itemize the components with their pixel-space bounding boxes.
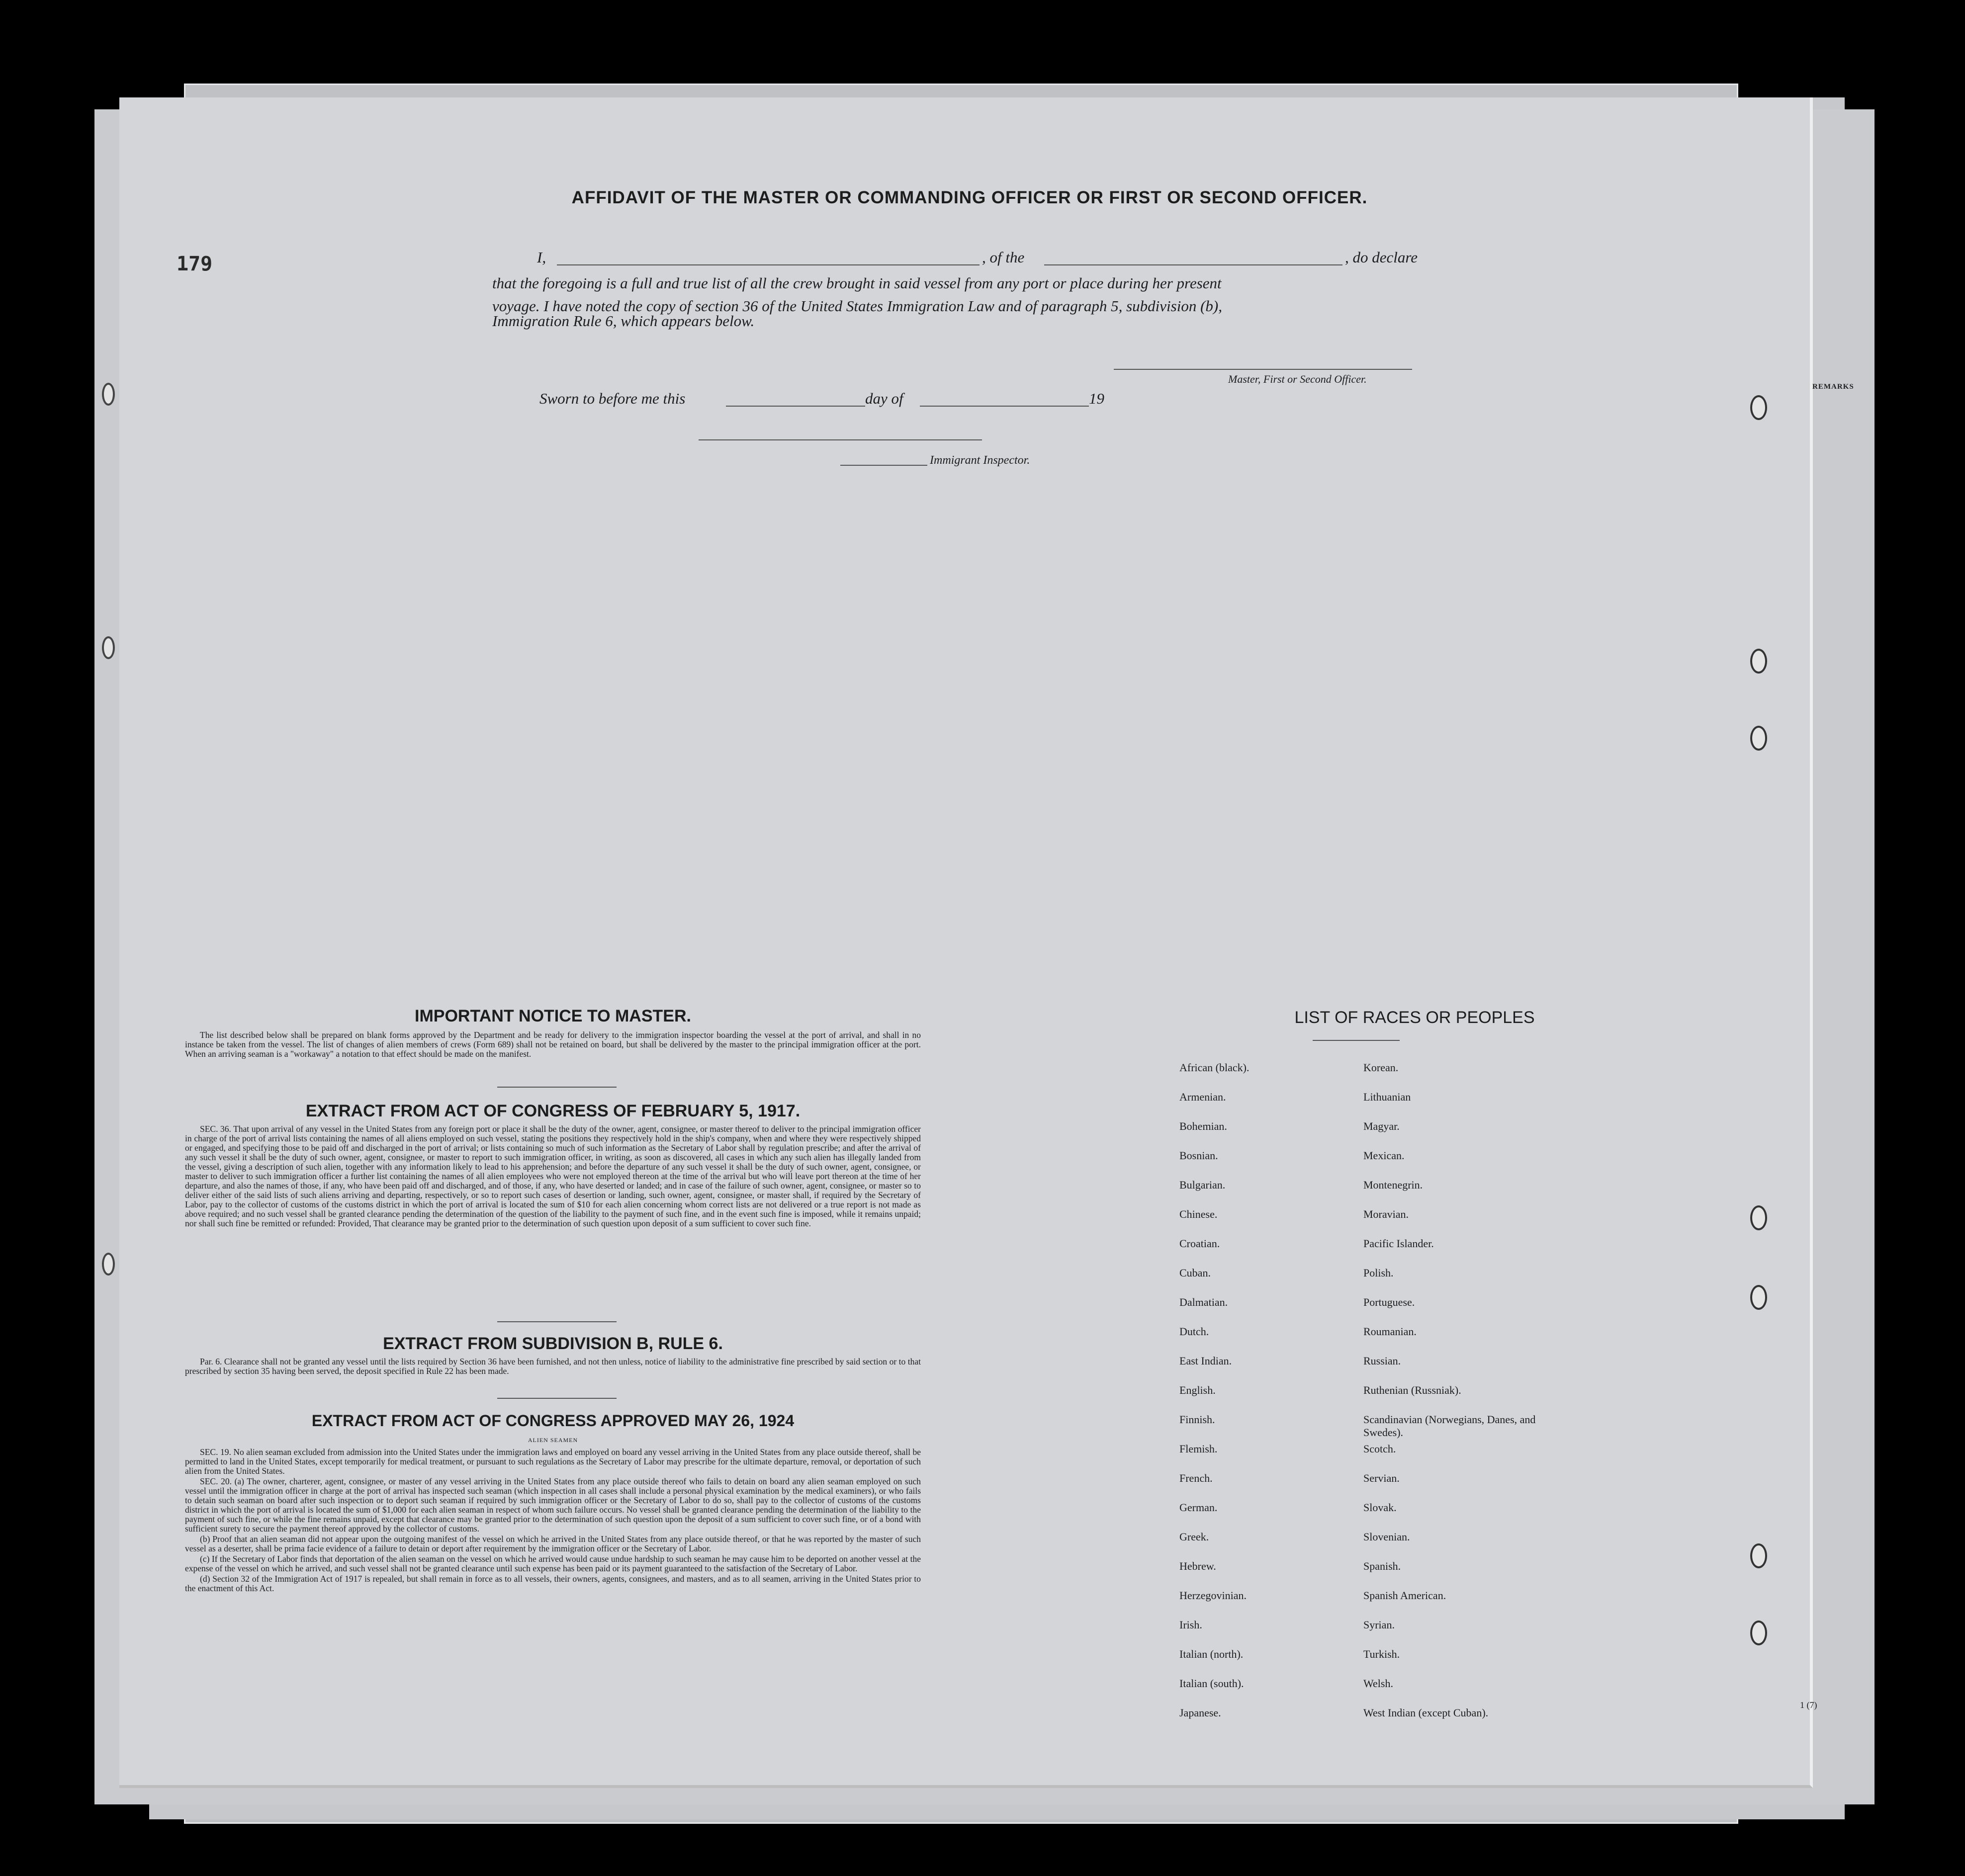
race-item: Spanish. <box>1363 1560 1401 1572</box>
affidavit-line2: that the foregoing is a full and true list of all the crew brought in said vessel from any port or place during her present <box>492 274 1222 292</box>
act1924-body <box>185 1448 921 1594</box>
binder-hole-right-4 <box>1750 1205 1767 1230</box>
form-code: 1 (7) <box>1800 1700 1817 1710</box>
binder-hole-right-6 <box>1750 1543 1767 1568</box>
rule6-title: EXTRACT FROM SUBDIVISION B, RULE 6. <box>383 1334 723 1353</box>
race-item: Roumanian. <box>1363 1325 1417 1338</box>
inspector-signature-line <box>840 465 927 466</box>
race-item: Magyar. <box>1363 1120 1400 1132</box>
race-item: Japanese. <box>1179 1706 1221 1719</box>
sworn-mid: day of <box>865 390 903 407</box>
race-item: Hebrew. <box>1179 1560 1216 1572</box>
act1924-title: EXTRACT FROM ACT OF CONGRESS APPROVED MAY 26, 1924 <box>311 1412 795 1430</box>
race-item: Bohemian. <box>1179 1120 1227 1132</box>
race-item: Lithuanian <box>1363 1091 1411 1103</box>
race-item: Korean. <box>1363 1061 1399 1074</box>
race-item: African (black). <box>1179 1061 1250 1074</box>
signer-label: Master, First or Second Officer. <box>1228 373 1367 385</box>
race-item: Dutch. <box>1179 1325 1209 1338</box>
race-item: Herzegovinian. <box>1179 1589 1247 1602</box>
binder-hole-right-2 <box>1750 649 1767 674</box>
race-item: Welsh. <box>1363 1677 1393 1690</box>
race-item: Russian. <box>1363 1355 1401 1367</box>
affidavit-line3: voyage. I have noted the copy of section 36 of the United States Immigration Law and of paragraph 5, subdivision (b), <box>492 297 1222 315</box>
race-item: Armenian. <box>1179 1091 1226 1103</box>
races-left-column <box>1179 1061 1329 1736</box>
race-item: Finnish. <box>1179 1413 1215 1426</box>
rule6-body <box>185 1357 921 1377</box>
inspector-label: Immigrant Inspector. <box>930 454 1030 467</box>
race-item: Montenegrin. <box>1363 1179 1423 1191</box>
act1924-sec20a: SEC. 20. (a) The owner, charterer, agent, consignee, or master of any vessel arriving in the United States from any place outside thereof who fails to detain on board any alien seaman employed on such vessel until the immigration officer in charge at the port of arrival has inspected such seaman (which inspection in all cases shall include a personal physical examination by the medical examiners), or who fails to detain such seaman on board after such inspection or to deport such seaman if required by such immigration officer or the Secretary of Labor to do so, shall pay to the collector of customs of the customs district in which the port of arrival is located the sum of $1,000 for each alien seaman in respect of whom such failure occurs. No vessel shall be granted clearance pending the determination of the liability to the payment of such fine, or while the fine remains unpaid, except that clearance may be granted prior to the determination of such question upon the deposit of a sum sufficient to cover such fine, or of a bond with sufficient surety to secure the payment thereof approved by the collector of customs. <box>185 1476 921 1534</box>
binder-hole-right-5 <box>1750 1285 1767 1310</box>
race-item: Greek. <box>1179 1531 1209 1543</box>
race-item: Syrian. <box>1363 1619 1395 1631</box>
race-item: Portuguese. <box>1363 1296 1415 1308</box>
race-item: West Indian (except Cuban). <box>1363 1706 1489 1719</box>
act1924-sec20d: (d) Section 32 of the Immigration Act of 1917 is repealed, but shall remain in force as to all vessels, their owners, agents, consignees, and masters, and as to all seamen, arriving in the United States prior to the enactment of this Act. <box>185 1574 921 1593</box>
race-item: Spanish American. <box>1363 1589 1446 1602</box>
binder-hole-right-3 <box>1750 726 1767 751</box>
act1924-sec20b: (b) Proof that an alien seaman did not appear upon the outgoing manifest of the vessel on which he arrived in the United States from any place outside thereof, or that he was reported by the master of such vessel as a deserter, shall be prima facie evidence of a failure to detain or deport after requirement by the immigration officer or the Secretary of Labor. <box>185 1534 921 1553</box>
race-item: Bulgarian. <box>1179 1179 1226 1191</box>
affidavit-title: AFFIDAVIT OF THE MASTER OR COMMANDING OFFICER OR FIRST OR SECOND OFFICER. <box>571 188 1368 207</box>
act1917-title: EXTRACT FROM ACT OF CONGRESS OF FEBRUARY 5, 1917. <box>305 1102 801 1120</box>
name-blank-line <box>557 264 980 265</box>
affidavit-line1-end: , do declare <box>1345 249 1418 266</box>
divider-3 <box>497 1398 617 1399</box>
page-number: 179 <box>177 253 213 275</box>
binder-hole-right-1 <box>1750 395 1767 420</box>
race-item: Italian (south). <box>1179 1677 1244 1690</box>
jurat-rule <box>699 439 982 440</box>
act1924-sec20c: (c) If the Secretary of Labor finds that deportation of the alien seaman on the vessel on which he arrived would cause undue hardship to such seaman he may cause him to be deported on another vessel at the expense of the vessel on which he arrived, and such vessel shall not be granted clearance until such expense has been paid or its payment guaranteed to the satisfaction of the Secretary of Labor. <box>185 1554 921 1573</box>
race-item: Dalmatian. <box>1179 1296 1228 1308</box>
act1917-sec36: SEC. 36. That upon arrival of any vessel in the United States from any foreign port or place it shall be the duty of the owner, agent, consignee, or master thereof to deliver to the principal immigration officer in charge of the port of arrival lists containing the names of all aliens employed on such vessel, stating the positions they respectively hold in the ship's company, when and where they were respectively shipped or engaged, and specifying those to be paid off and discharged in the port of arrival; or lists containing so much of such information as the Secretary of Labor shall by regulation prescribe; and after the arrival of any such vessel it shall be the duty of such owner, agent, consignee, or master to report to such immigration officer, in writing, as soon as discovered, all cases in which any such alien has illegally landed from the vessel, giving a description of such alien, together with any information likely to lead to his apprehension; and before the departure of any such vessel it shall be the duty of such owner, agent, consignee, or master to deliver to such immigration officer a further list containing the names of all alien employees who were not employed thereon at the time of the arrival but who will leave port thereon at the time of her departure, and also the names of those, if any, who have been paid off and discharged, and of those, if any, who have deserted or landed; and in case of the failure of such owner, agent, consignee, or master so to deliver either of the said lists of such aliens arriving and departing, respectively, or so to report such cases of desertion or landing, such owner, agent, consignee, or master shall, if required by the Secretary of Labor, pay to the collector of customs of the customs district in which the port of arrival is located the sum of $10 for each alien concerning whom correct lists are not delivered or a true report is not made as above required; and no such vessel shall be granted clearance pending the determination of the question of the liability to the payment of such fine, and in the event such fine is imposed, while it remains unpaid; nor shall such fine be remitted or refunded: Provided, That clearance may be granted prior to the determination of such question upon deposit of a sum sufficient to cover such fine. <box>185 1124 921 1228</box>
sworn-start: Sworn to before me this <box>539 390 686 407</box>
vessel-blank-line <box>1044 264 1342 265</box>
act1917-body <box>185 1124 921 1229</box>
race-item: Croatian. <box>1179 1237 1220 1250</box>
affidavit-line1-start: I, <box>537 249 546 266</box>
race-item: Slovenian. <box>1363 1531 1410 1543</box>
race-item: Slovak. <box>1363 1501 1397 1514</box>
race-item: German. <box>1179 1501 1218 1514</box>
race-item: Italian (north). <box>1179 1648 1244 1660</box>
race-item: Mexican. <box>1363 1149 1405 1162</box>
binder-hole-left-3 <box>102 1253 115 1276</box>
races-divider <box>1313 1040 1400 1041</box>
race-item: English. <box>1179 1384 1216 1396</box>
rule6-par6: Par. 6. Clearance shall not be granted any vessel until the lists required by Section 36 have been furnished, and not then unless, notice of liability to the administrative fine prescribed by said section or to that prescribed by section 35 having been served, the deposit specified in Rule 22 has been made. <box>185 1357 921 1376</box>
race-item: Servian. <box>1363 1472 1400 1484</box>
sworn-day-line <box>726 406 865 407</box>
race-item: Ruthenian (Russniak). <box>1363 1384 1461 1396</box>
binder-hole-left-1 <box>102 383 115 406</box>
signature-line <box>1114 369 1412 370</box>
race-item: French. <box>1179 1472 1213 1484</box>
race-item: Polish. <box>1363 1267 1394 1279</box>
binder-hole-right-7 <box>1750 1620 1767 1645</box>
divider-1 <box>497 1087 617 1088</box>
races-right-column <box>1363 1061 1572 1736</box>
binder-hole-left-2 <box>102 636 115 659</box>
race-item: Pacific Islander. <box>1363 1237 1434 1250</box>
race-item: Cuban. <box>1179 1267 1211 1279</box>
affidavit-line1-mid: , of the <box>982 249 1025 266</box>
race-item: Chinese. <box>1179 1208 1218 1220</box>
act1924-sec19: SEC. 19. No alien seaman excluded from admission into the United States under the immigration laws and employed on board any vessel arriving in the United States from any place outside thereof, shall be permitted to land in the United States, except temporarily for medical treatment, or pursuant to such regulations as the Secretary of Labor may prescribe for the ultimate departure, removal, or deportation of such alien from the United States. <box>185 1447 921 1476</box>
divider-2 <box>497 1321 617 1322</box>
race-item: Bosnian. <box>1179 1149 1218 1162</box>
races-title: LIST OF RACES OR PEOPLES <box>1294 1008 1535 1027</box>
notice-body <box>185 1030 921 1060</box>
notice-title: IMPORTANT NOTICE TO MASTER. <box>415 1007 691 1025</box>
race-item: Scandinavian (Norwegians, Danes, and Swedes). <box>1363 1413 1536 1439</box>
sworn-year: 19 <box>1089 390 1104 407</box>
notice-text: The list described below shall be prepared on blank forms approved by the Department and be ready for delivery to the immigration inspector boarding the vessel at the port of arrival, and shall in no instance be taken from the vessel. The list of changes of alien members of crews (Form 689) shall not be retained on board, but shall be delivered by the master to the principal immigration officer at the port. When an arriving seaman is a "workaway" a notation to that effect should be made on the manifest. <box>185 1030 921 1059</box>
race-item: Scotch. <box>1363 1443 1396 1455</box>
race-item: Turkish. <box>1363 1648 1400 1660</box>
race-item: Irish. <box>1179 1619 1202 1631</box>
affidavit-line4: Immigration Rule 6, which appears below. <box>492 312 755 330</box>
remarks-label: REMARKS <box>1812 383 1854 391</box>
sworn-month-line <box>920 406 1089 407</box>
race-item: Flemish. <box>1179 1443 1218 1455</box>
act1924-subtitle: ALIEN SEAMEN <box>528 1437 578 1444</box>
race-item: Moravian. <box>1363 1208 1409 1220</box>
race-item: East Indian. <box>1179 1355 1232 1367</box>
